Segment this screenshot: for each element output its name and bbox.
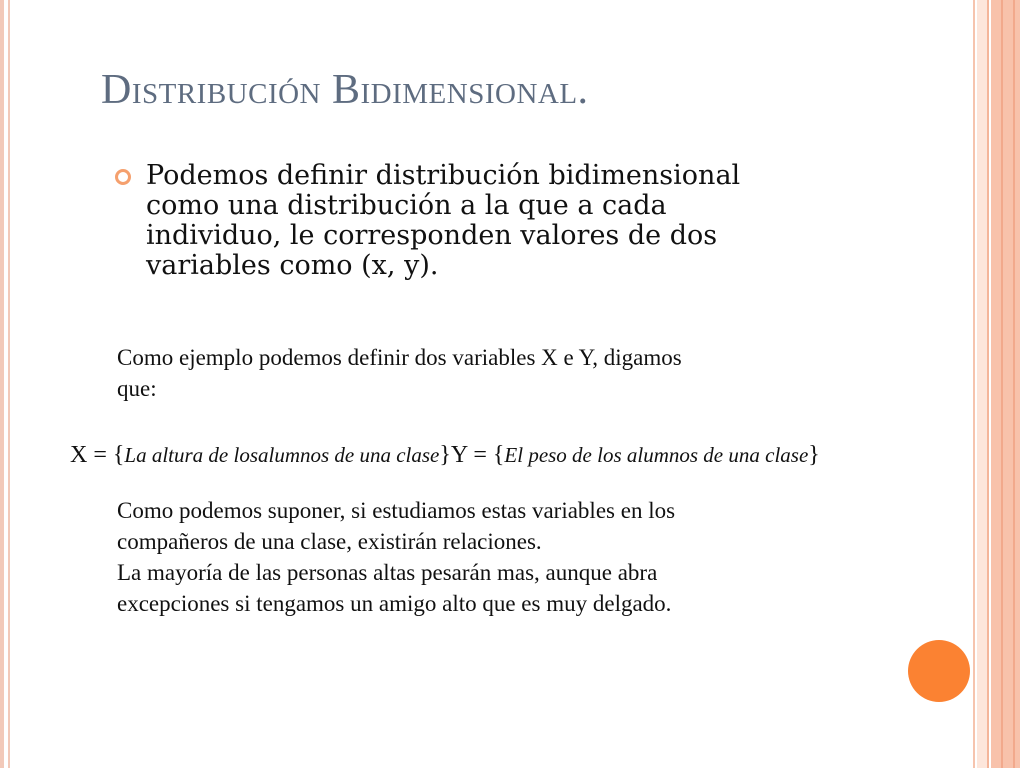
bullet-circle-icon: [115, 169, 131, 185]
formula-x-set: La altura de losalumnos de una clase: [124, 443, 440, 467]
paragraph-line: compañeros de una clase, existirán relaciones.: [117, 529, 542, 554]
formula-y-lhs: }Y = {: [439, 442, 505, 468]
bullet-line: Podemos definir distribución bidimensional: [146, 160, 741, 191]
paragraph-line: Como ejemplo podemos definir dos variables X e Y, digamos: [117, 345, 682, 370]
explanation-paragraph: [117, 495, 675, 619]
bullet-text: [146, 161, 806, 281]
variable-definition-formula: [70, 442, 820, 469]
bullet-line: variables como (x, y).: [146, 250, 439, 281]
formula-y-set: El peso de los alumnos de una clase: [504, 443, 809, 467]
paragraph-line: que:: [117, 376, 157, 401]
formula-x-lhs: X = {: [70, 442, 125, 468]
left-border-line: [0, 0, 4, 768]
paragraph-line: Como podemos suponer, si estudiamos estas variables en los: [117, 498, 676, 523]
slide-title: Distribución Bidimensional.: [101, 67, 589, 113]
example-paragraph: [117, 342, 682, 404]
formula-close: }: [808, 442, 820, 468]
right-decorative-border: [973, 0, 1020, 768]
bullet-line: individuo, le corresponden valores de dos: [146, 220, 718, 251]
orange-circle-decoration: [908, 640, 970, 702]
left-border-line-thin: [8, 0, 10, 768]
paragraph-line: La mayoría de las personas altas pesarán mas, aunque abra: [117, 560, 658, 585]
bullet-line: como una distribución a la que a cada: [146, 190, 667, 221]
paragraph-line: excepciones si tengamos un amigo alto que es muy delgado.: [117, 591, 672, 616]
